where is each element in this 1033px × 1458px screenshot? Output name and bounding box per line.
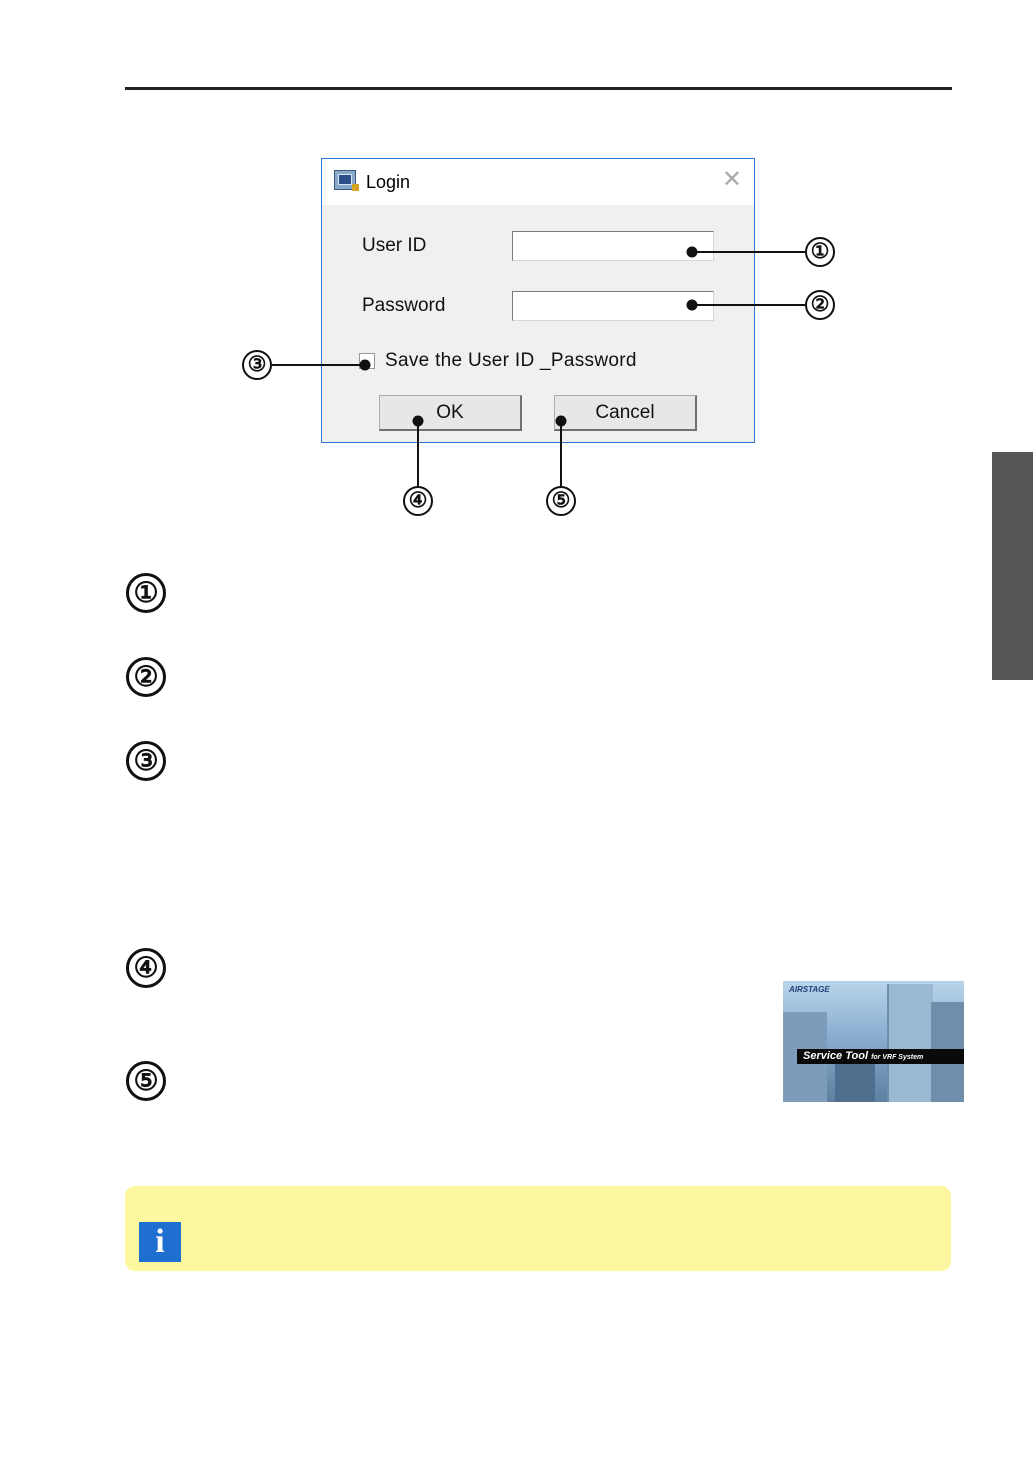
building-shape <box>835 1064 875 1102</box>
splash-logo: AIRSTAGE <box>789 985 830 994</box>
list-number-3: ③ <box>126 741 166 781</box>
user-id-label: User ID <box>362 235 427 256</box>
callout-4: ④ <box>403 486 433 516</box>
list-number-2: ② <box>126 657 166 697</box>
list-number-4: ④ <box>126 948 166 988</box>
password-label: Password <box>362 295 446 316</box>
callout-2: ② <box>805 290 835 320</box>
callout-1: ① <box>805 237 835 267</box>
splash-screen-image <box>783 981 964 1102</box>
info-icon: i <box>139 1222 181 1262</box>
chapter-side-tab <box>992 452 1033 680</box>
callout-5: ⑤ <box>546 486 576 516</box>
close-icon[interactable]: ✕ <box>721 166 742 193</box>
splash-title-band <box>797 1049 964 1064</box>
cancel-button[interactable]: Cancel <box>554 395 697 431</box>
password-input[interactable] <box>512 291 714 321</box>
ok-button[interactable]: OK <box>379 395 522 431</box>
save-credentials-checkbox[interactable] <box>359 353 375 369</box>
splash-title: Service Tool for VRF System <box>803 1050 924 1062</box>
callout-3: ③ <box>242 350 272 380</box>
list-number-1: ① <box>126 573 166 613</box>
top-rule <box>125 87 952 90</box>
save-credentials-label[interactable]: Save the User ID _Password <box>385 350 637 371</box>
dialog-title: Login <box>366 172 411 192</box>
building-shape <box>887 984 933 1102</box>
login-dialog <box>321 158 755 443</box>
user-id-input[interactable] <box>512 231 714 261</box>
info-note-box <box>125 1186 951 1271</box>
splash-subtitle: for VRF System <box>871 1054 924 1061</box>
app-window-icon <box>334 170 356 190</box>
title-bar <box>322 159 754 205</box>
list-number-5: ⑤ <box>126 1061 166 1101</box>
